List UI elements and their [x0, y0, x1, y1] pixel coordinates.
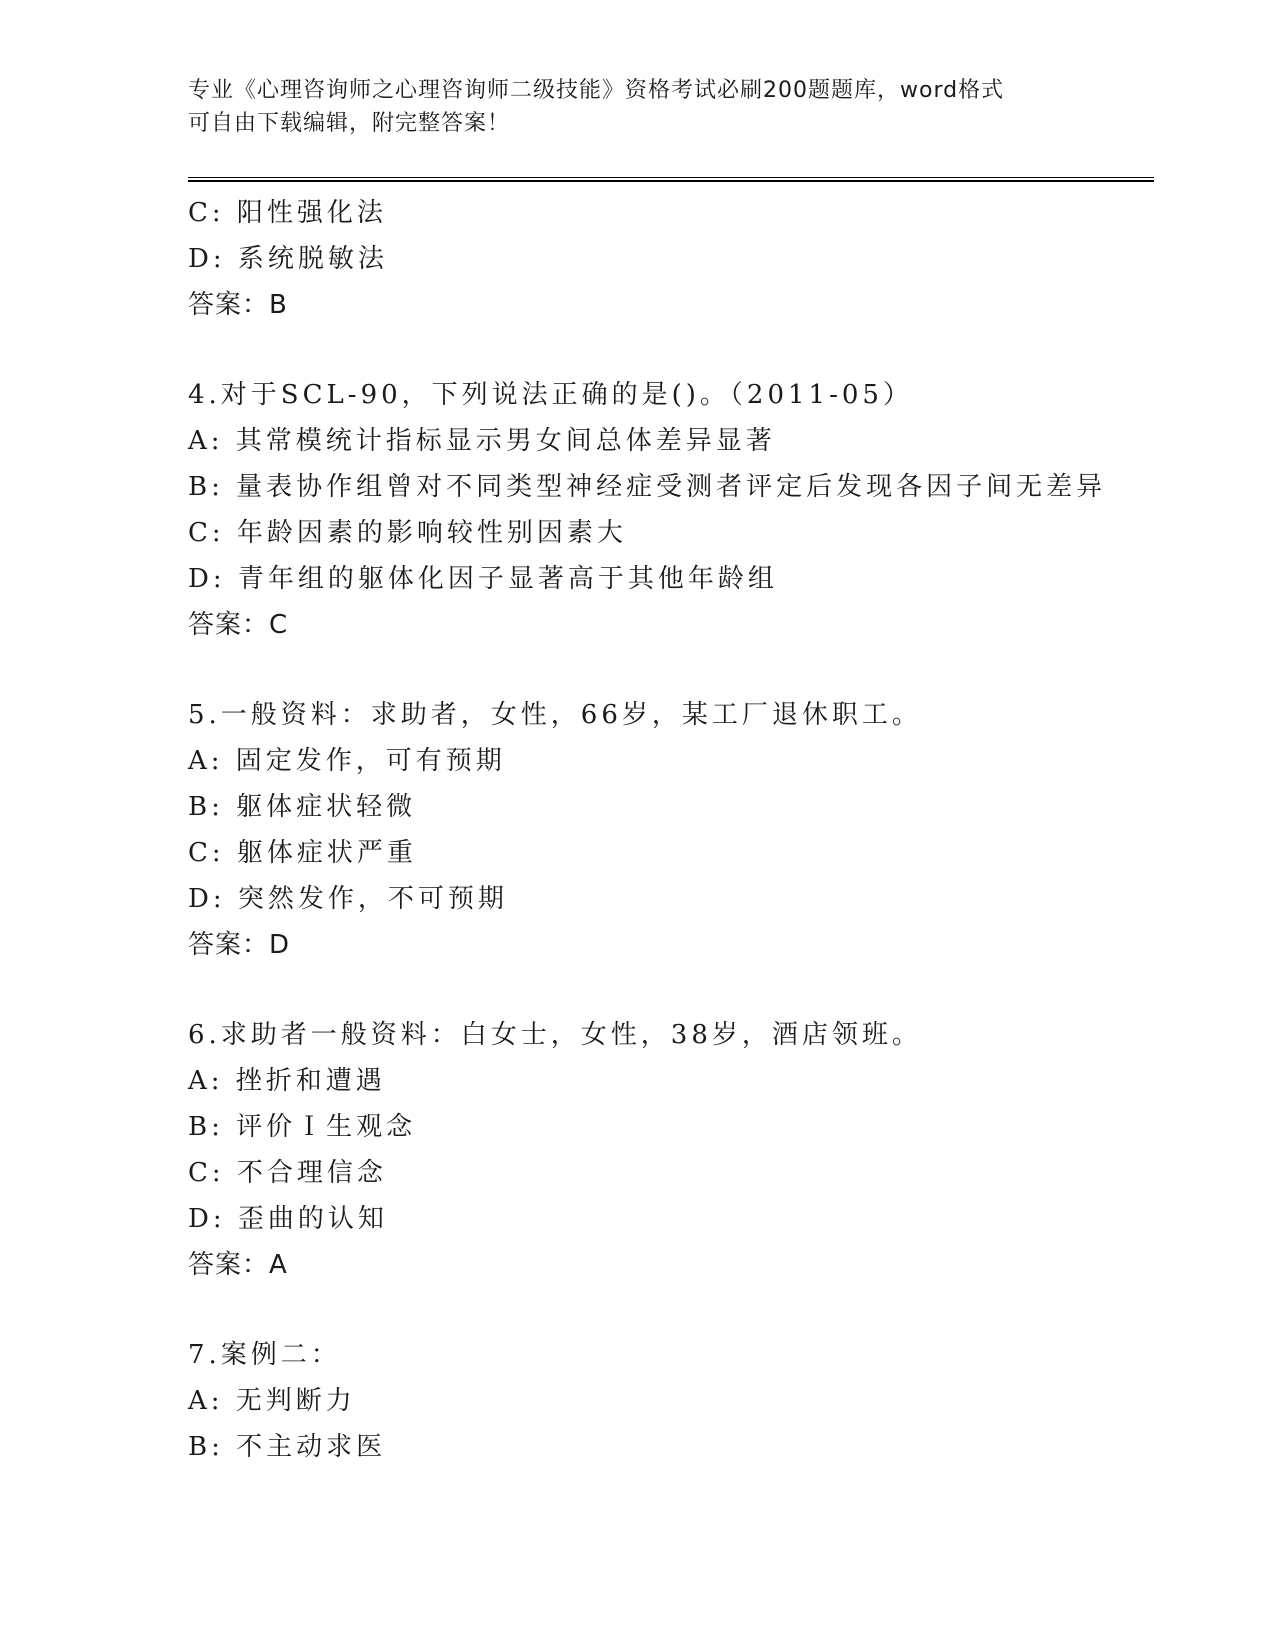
question-5-answer: 答案：D	[188, 930, 291, 960]
question-5-option-c: C: 躯体症状严重	[188, 838, 417, 868]
question-6-stem: 6.求助者一般资料：白女士，女性，38岁，酒店领班。	[188, 1020, 922, 1050]
question-7-block	[188, 1332, 1148, 1470]
question-4-stem: 4.对于SCL-90，下列说法正确的是()。（2011-05）	[188, 380, 913, 410]
spacer	[188, 968, 1148, 1012]
question-6-option-d: D: 歪曲的认知	[188, 1204, 388, 1234]
question-3-answer: 答案：B	[188, 290, 288, 320]
question-6-block	[188, 1012, 1148, 1288]
header-divider	[188, 177, 1154, 182]
question-4-option-b: B: 量表协作组曾对不同类型神经症受测者评定后发现各因子间无差异	[188, 472, 1107, 502]
question-6-option-a: A: 挫折和遭遇	[188, 1066, 386, 1096]
question-3-block	[188, 190, 1148, 328]
question-4-block	[188, 372, 1148, 648]
spacer	[188, 328, 1148, 372]
question-7-option-b: B: 不主动求医	[188, 1432, 387, 1462]
header-title-line-2: 可自由下载编辑，附完整答案！	[188, 111, 511, 136]
question-4-answer: 答案：C	[188, 610, 289, 640]
document-header	[188, 74, 1088, 140]
question-7-option-a: A: 无判断力	[188, 1386, 356, 1416]
question-4-option-d: D: 青年组的躯体化因子显著高于其他年龄组	[188, 564, 778, 594]
spacer	[188, 1288, 1148, 1332]
question-list	[188, 190, 1148, 1470]
question-5-option-d: D: 突然发作，不可预期	[188, 884, 508, 914]
question-5-option-b: B: 躯体症状轻微	[188, 792, 417, 822]
question-6-answer: 答案：A	[188, 1250, 288, 1280]
question-5-block	[188, 692, 1148, 968]
question-5-stem: 5.一般资料：求助者，女性，66岁，某工厂退休职工。	[188, 700, 922, 730]
question-6-option-b: B: 评价Ｉ生观念	[188, 1112, 417, 1142]
header-title-line-1: 专业《心理咨询师之心理咨询师二级技能》资格考试必刷200题题库，word格式	[188, 78, 1005, 103]
question-3-option-d: D: 系统脱敏法	[188, 244, 388, 274]
question-5-option-a: A: 固定发作，可有预期	[188, 746, 506, 776]
spacer	[188, 648, 1148, 692]
question-4-option-c: C: 年龄因素的影响较性别因素大	[188, 518, 627, 548]
question-4-option-a: A: 其常模统计指标显示男女间总体差异显著	[188, 426, 776, 456]
question-3-option-c: C: 阳性强化法	[188, 198, 387, 228]
question-7-stem: 7.案例二：	[188, 1340, 341, 1370]
question-6-option-c: C: 不合理信念	[188, 1158, 387, 1188]
